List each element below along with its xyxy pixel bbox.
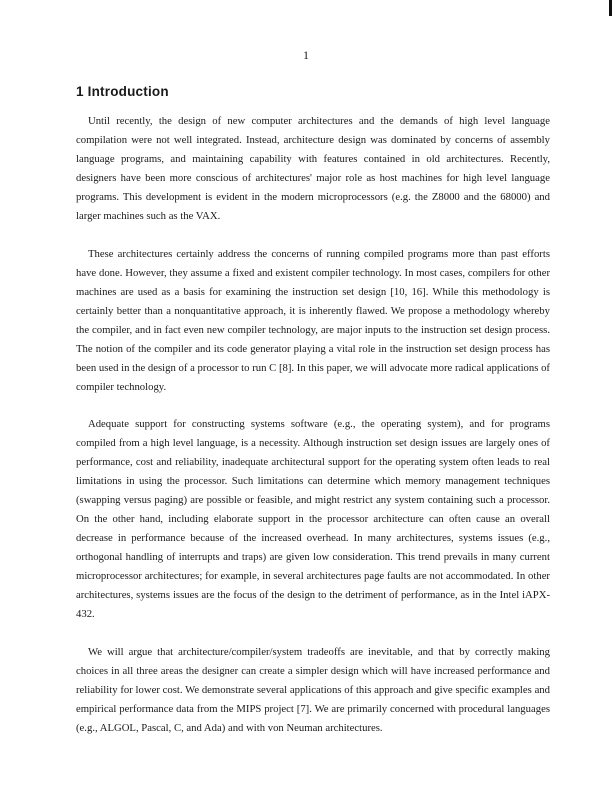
paragraph-3: Adequate support for constructing systems software (e.g., the operating system), and for programs compiled from a high level language, is a necessity. Although instruction set design issues are largely ones of performance, cost and reliability, inadequate architectural support for the operating system often leads to real limitations in using the processor. Such limitations can determine which memory management techniques (swapping versus paging) are possible or feasible, and might restrict any system containing such a processor. On the other hand, including elaborate support in the processor architecture can often cause an overall decrease in performance because of the increased overhead. In many architectures, systems issues (e.g., orthogonal handling of interrupts and traps) are given low consideration. This trend prevails in many current microprocessor architectures; for example, in several architectures page faults are not accommodated. In other architectures, systems issues are the focus of the design to the detriment of performance, as in the Intel iAPX-432.	[76, 418, 550, 620]
section-heading: 1 Introduction	[76, 84, 169, 99]
paragraph-1: Until recently, the design of new computer architectures and the demands of high level language compilation were not well integrated. Instead, architecture design was dominated by concerns of assembly language programs, and maintaining capability with features contained in old architectures. Recently, designers have been more conscious of architectures' major role as host machines for high level language programs. This development is evident in the modern microprocessors (e.g. the Z8000 and the 68000) and larger machines such as the VAX.	[76, 115, 550, 222]
paragraph-4: We will argue that architecture/compiler/system tradeoffs are inevitable, and that by correctly making choices in all three areas the designer can create a simpler design which will have increased performance and reliability for lower cost. We demonstrate several applications of this approach and give specific examples and empirical performance data from the MIPS project [7]. We are primarily concerned with procedural languages (e.g., ALGOL, Pascal, C, and Ada) and with von Neuman architectures.	[76, 645, 550, 734]
page-number: 1	[303, 48, 309, 62]
paragraph-2: These architectures certainly address the concerns of running compiled programs more than past efforts have done. However, they assume a fixed and existent compiler technology. In most cases, compilers for other machines are used as a basis for examining the instruction set design [10, 16]. While this methodology is certainly better than a nonquantitative approach, it is inherently flawed. We propose a methodology whereby the compiler, and in fact even new compiler technology, are major inputs to the instruction set design process. The notion of the compiler and its code generator playing a vital role in the instruction set design process has been used in the design of a processor to run C [8]. In this paper, we will advocate more radical applications of compiler technology.	[76, 247, 550, 393]
body-text	[76, 112, 550, 756]
